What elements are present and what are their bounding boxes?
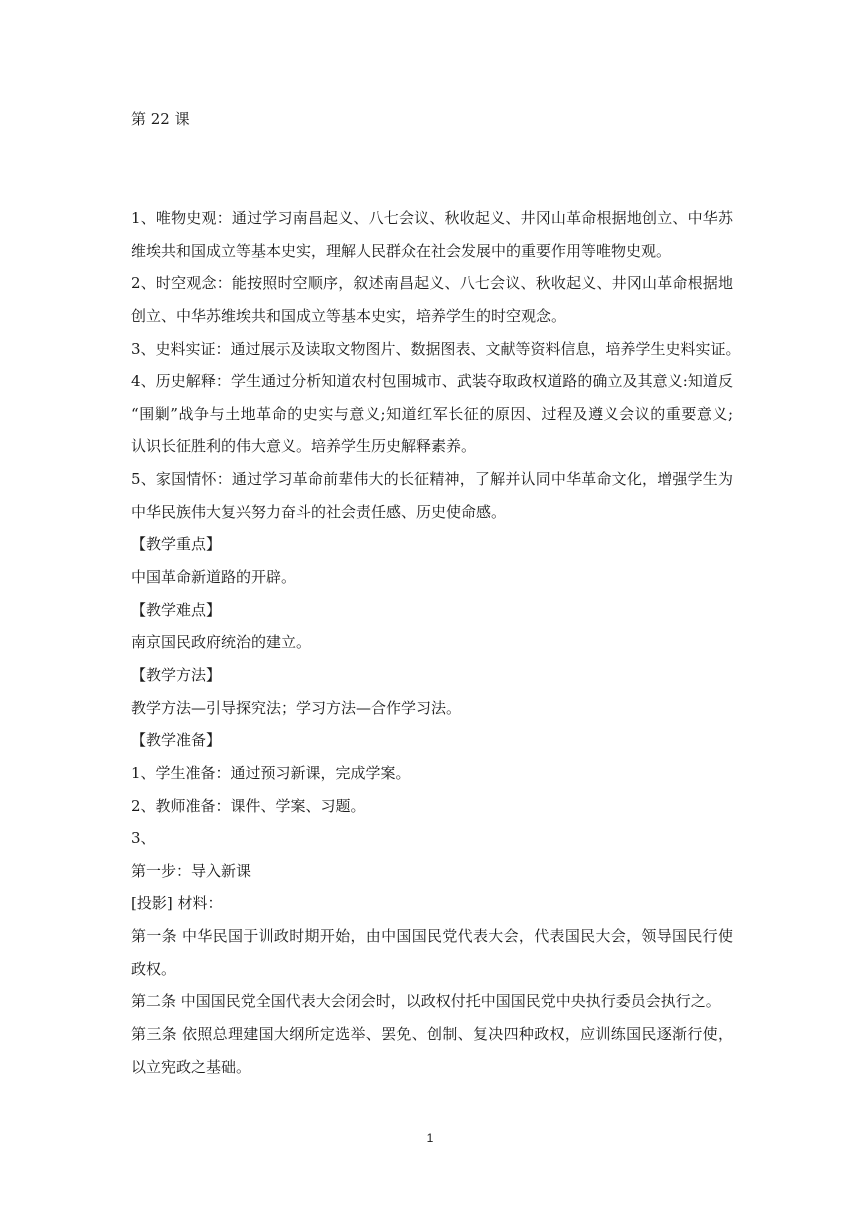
paragraph-line: 第一条 中华民国于训政时期开始，由中国国民党代表大会，代表国民大会，领导国民行使 xyxy=(131,927,733,946)
paragraph-line: 第三条 依照总理建国大纲所定选举、罢免、创制、复决四种政权，应训练国民逐渐行使， xyxy=(131,1025,733,1044)
paragraph-line: “围剿”战争与土地革命的史实与意义;知道红军长征的原因、过程及遵义会议的重要意义; xyxy=(131,404,733,423)
paragraph-line: 创立、中华苏维埃共和国成立等基本史实，培养学生的时空观念。 xyxy=(131,306,567,325)
paragraph-line: 以立宪政之基础。 xyxy=(131,1057,252,1076)
paragraph-line: 1、学生准备：通过预习新课，完成学案。 xyxy=(131,763,411,782)
paragraph-line: 认识长征胜利的伟大意义。培养学生历史解释素养。 xyxy=(131,437,477,456)
paragraph-line: 5、家国情怀：通过学习革命前辈伟大的长征精神，了解并认同中华革命文化，增强学生为 xyxy=(131,470,733,489)
paragraph-line: 第二条 中国国民党全国代表大会闭会时，以政权付托中国国民党中央执行委员会执行之。 xyxy=(131,992,721,1011)
section-heading: 【教学准备】 xyxy=(131,731,222,750)
paragraph-line: 政权。 xyxy=(131,959,177,978)
paragraph-line: 2、时空观念：能按照时空顺序，叙述南昌起义、八七会议、秋收起义、井冈山革命根据地 xyxy=(131,274,733,293)
paragraph-line: [投影] 材料： xyxy=(131,894,223,913)
paragraph-line: 第一步：导入新课 xyxy=(131,861,252,880)
document-body xyxy=(131,208,741,1089)
paragraph-line: 中国革命新道路的开辟。 xyxy=(131,568,297,587)
section-heading: 【教学难点】 xyxy=(131,600,222,619)
section-heading: 【教学方法】 xyxy=(131,665,222,684)
paragraph-line: 1、唯物史观：通过学习南昌起义、八七会议、秋收起义、井冈山革命根据地创立、中华苏 xyxy=(131,209,733,227)
paragraph-line: 南京国民政府统治的建立。 xyxy=(131,633,312,652)
paragraph-line: 3、史料实证：通过展示及读取文物图片、数据图表、文献等资料信息，培养学生史料实证。 xyxy=(131,339,741,358)
paragraph-line: 2、教师准备：课件、学案、习题。 xyxy=(131,796,366,815)
paragraph-line: 4、历史解释：学生通过分析知道农村包围城市、武装夺取政权道路的确立及其意义:知道反 xyxy=(131,372,733,391)
paragraph-line: 教学方法—引导探究法；学习方法—合作学习法。 xyxy=(131,698,462,717)
page-number: 1 xyxy=(426,1131,434,1145)
paragraph-line: 中华民族伟大复兴努力奋斗的社会责任感、历史使命感。 xyxy=(131,502,507,521)
section-heading: 【教学重点】 xyxy=(131,535,222,554)
paragraph-line: 3、 xyxy=(131,829,156,848)
lesson-title: 第 22 课 xyxy=(131,110,190,128)
paragraph-line: 维埃共和国成立等基本史实，理解人民群众在社会发展中的重要作用等唯物史观。 xyxy=(131,241,672,260)
